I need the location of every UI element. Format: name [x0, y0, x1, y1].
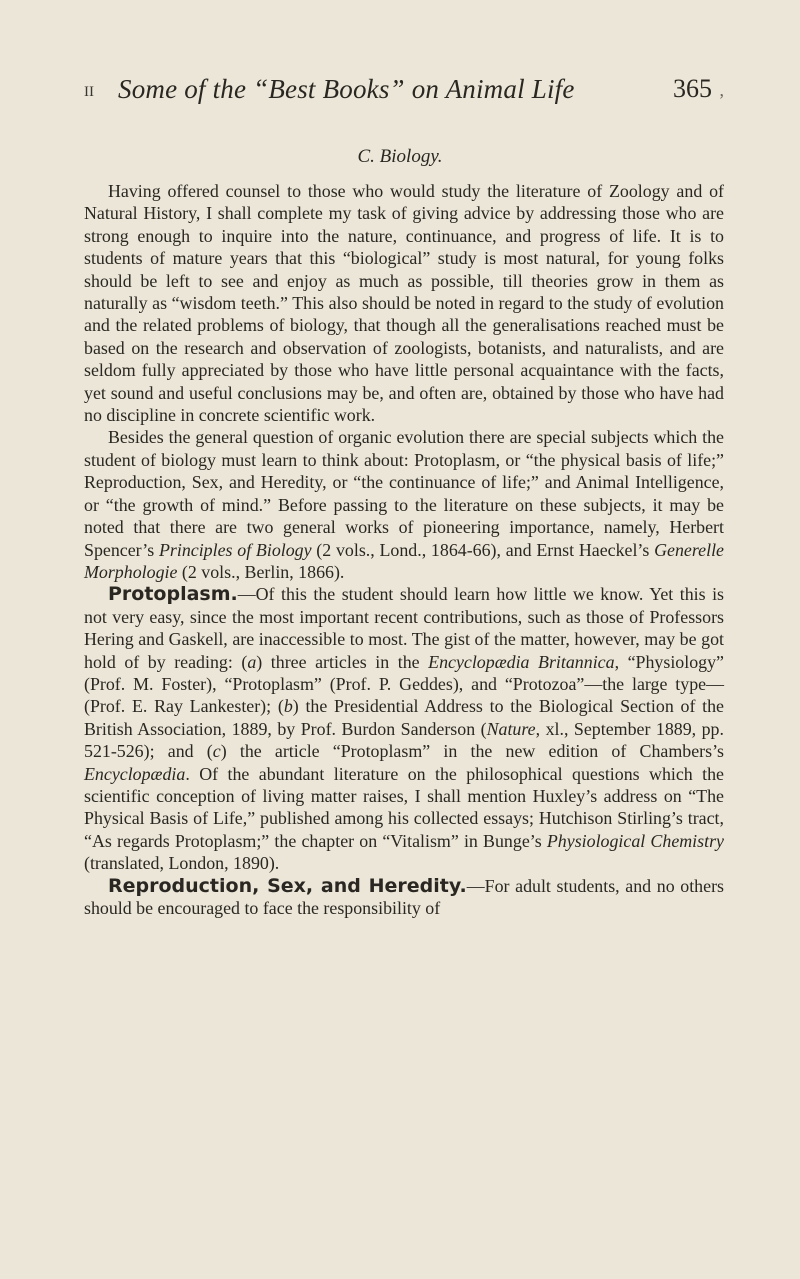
body-text-run: —Of this the student should learn how little we know. Yet this is not very easy, since the most important recent contributions, such as those of Professors Hering and Gaskell, are inaccessible to most. The gist of the matter, however, may be got hold of by reading: (	[84, 584, 724, 672]
italic-text: a	[247, 651, 257, 672]
paragraph-protoplasm	[84, 583, 724, 874]
margin-mark: ,	[719, 80, 724, 100]
body-text-run: ) three articles in the	[256, 651, 429, 672]
signature-mark: II	[84, 84, 94, 100]
body-text-run: Having offered counsel to those who would study the literature of Zoology and of Natural History, I shall complete my task of giving advice by addressing those who are strong enough to inquire into the nature, continuance, and progress of life. It is to students of mature years that this “biological” study is most natural, for young folks should be left to see and enjoy as much as possible, till theories grow in them as naturally as “wisdom teeth.” This also should be noted in regard to the study of evolution and the related problems of biology, that though all the generalisations reached must be based on the research and observation of zoologists, botanists, and naturalists, and are seldom fully appreciated by those who have little personal acquaintance with the facts, yet sound and useful conclusions may be, and often are, obtained by those who have had no discipline in concrete scientific work.	[84, 181, 724, 426]
italic-text: Encyclopædia Britannica	[428, 651, 615, 672]
italic-text: b	[283, 696, 293, 717]
body-text-run: —For adult students, and no others should be encouraged to face the responsibility of	[84, 875, 724, 918]
running-title: Some of the “Best Books” on Animal Life	[118, 74, 575, 104]
paragraph-reproduction	[84, 875, 724, 920]
body-text-run: , xl., September 1889, pp. 521-526); and (	[84, 718, 724, 762]
body-text-run: , “Physiology” (Prof. M. Foster), “Protoplasm” (Prof. P. Geddes), and “Protozoa”—the large type—(Prof. E. Ray Lankester); (	[84, 651, 724, 717]
paragraph-intro	[84, 180, 724, 426]
body-text-run: . Of the abundant literature on the philosophical questions which the scientific conception of living matter raises, I shall mention Huxley’s address on “The Physical Basis of Life,” published among his collected essays; Hutchison Stirling’s tract, “As regards Protoplasm;” the chapter on “Vitalism” in Bunge’s	[84, 763, 724, 851]
page-header	[84, 74, 724, 110]
body-text-run: Besides the general question of organic evolution there are special subjects which the student of biology must learn to think about: Protoplasm, or “the physical basis of life;” Reproduction, Sex, and Heredity, or “the continuance of life;” and Animal Intelligence, or “the growth of mind.” Before passing to the literature on these subjects, it may be noted that there are two general works of pioneering importance, namely, Herbert Spencer’s	[84, 427, 724, 560]
italic-text: c	[212, 741, 221, 762]
paragraph-special-subjects	[84, 426, 724, 583]
page-number: 365	[673, 74, 712, 103]
run-in-heading: Protoplasm.	[108, 583, 238, 606]
section-heading: C. Biology.	[357, 146, 443, 167]
body-text-run: (2 vols., Lond., 1864-66), and Ernst Haeckel’s	[311, 539, 655, 560]
italic-text: Generelle Morphologie	[84, 539, 724, 582]
italic-text: Encyclopædia	[84, 763, 186, 784]
body-text-run: ) the Presidential Address to the Biological Section of the British Association, 1889, by Prof. Burdon Sanderson (	[84, 696, 724, 739]
run-in-heading: Reproduction, Sex, and Heredity.	[108, 874, 467, 897]
italic-text: Nature	[486, 718, 536, 739]
body-text-run: (2 vols., Berlin, 1866).	[177, 561, 345, 582]
body-text	[84, 180, 724, 919]
italic-text: Physiological Chemistry	[546, 830, 724, 851]
italic-text: Principles of Biology	[158, 539, 312, 560]
body-text-run: ) the article “Protoplasm” in the new edition of Chambers’s	[220, 741, 724, 762]
body-text-run: (translated, London, 1890).	[84, 853, 280, 874]
